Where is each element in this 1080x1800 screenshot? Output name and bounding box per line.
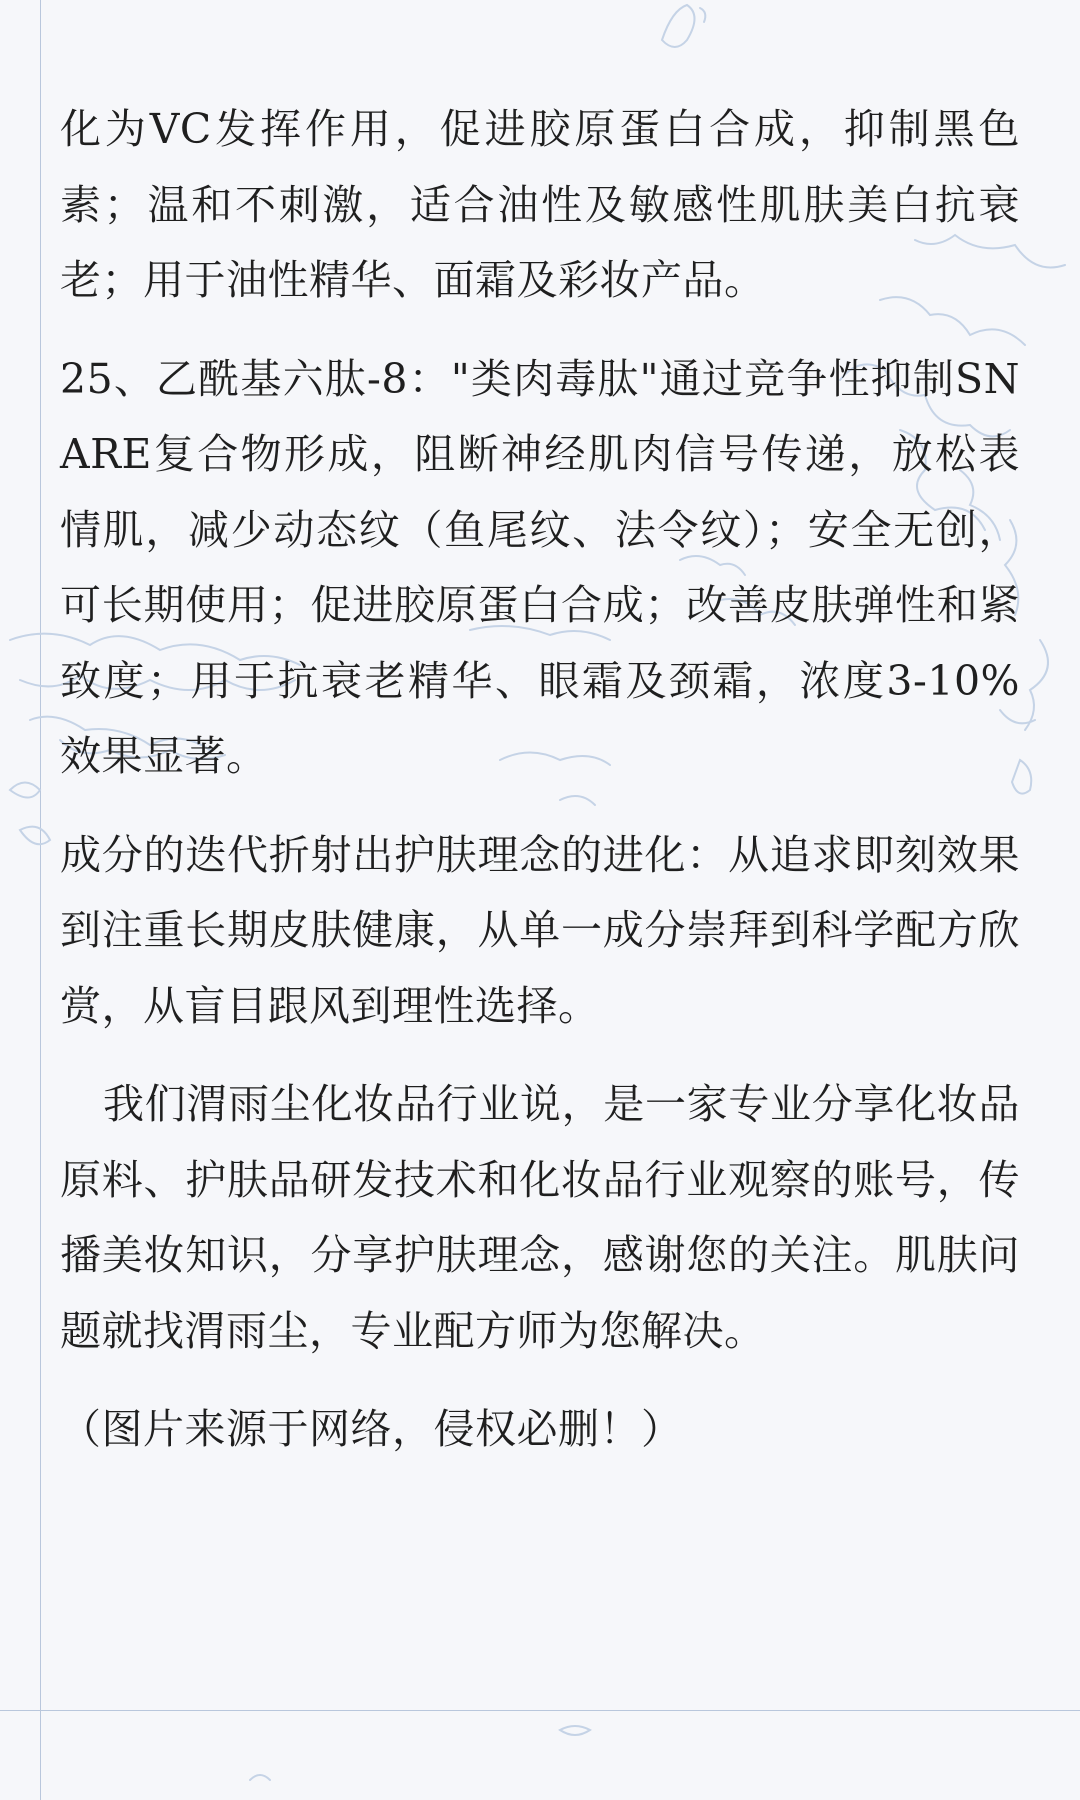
image-source-note: （图片来源于网络，侵权必删！） (60, 1405, 683, 1453)
paragraph-acetyl-hexapeptide-8: 25、乙酰基六肽-8："类肉毒肽"通过竞争性抑制SNARE复合物形成，阻断神经肌肉信号传递，放松表情肌，减少动态纹（鱼尾纹、法令纹）；安全无创，可长期使用；促进胶原蛋白合成；改善皮肤弹性和紧致度；用于抗衰老精华、眼霜及颈霜，浓度3-10%效果显著。 (60, 354, 1020, 780)
article-body (60, 92, 1020, 1468)
paragraph-whitening-ingredient: 化为VC发挥作用，促进胶原蛋白合成，抑制黑色素；温和不刺激，适合油性及敏感性肌肤美白抗衰老；用于油性精华、面霜及彩妆产品。 (60, 105, 1020, 304)
paragraph-account-intro: 我们渭雨尘化妆品行业说，是一家专业分享化妆品原料、护肤品研发技术和化妆品行业观察的账号，传播美妆知识，分享护肤理念，感谢您的关注。肌肤问题就找渭雨尘，专业配方师为您解决。 (60, 1080, 1020, 1355)
paragraph-skincare-evolution: 成分的迭代折射出护肤理念的进化：从追求即刻效果到注重长期皮肤健康，从单一成分崇拜到科学配方欣赏，从盲目跟风到理性选择。 (60, 830, 1020, 1030)
page-bottom-rule (0, 1710, 1080, 1711)
page-margin-line (40, 0, 41, 1800)
